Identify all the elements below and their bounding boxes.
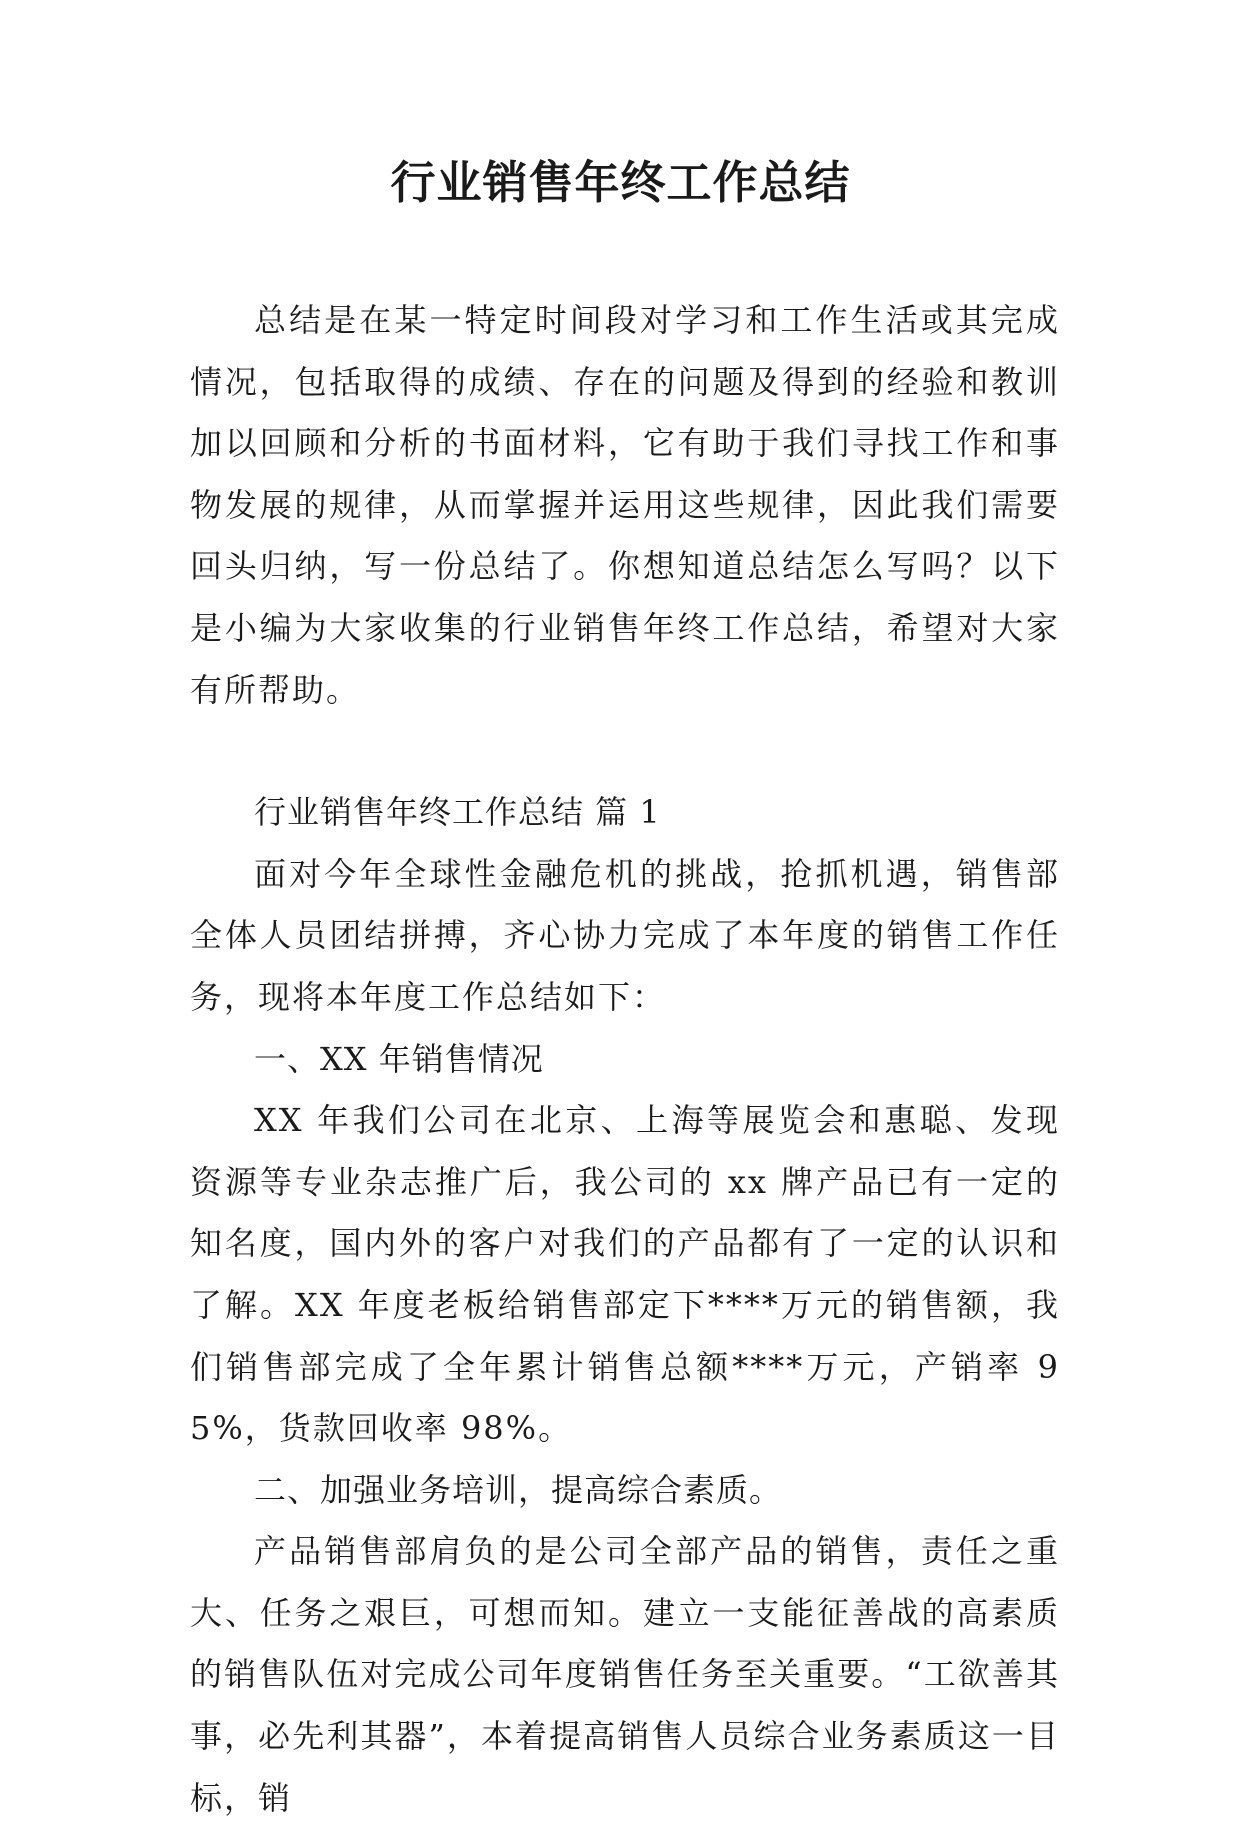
section-heading: 二、加强业务培训，提高综合素质。 [254, 1470, 783, 1509]
body-paragraph: 面对今年全球性金融危机的挑战，抢抓机遇，销售部全体人员团结拼搏，齐心协力完成了本年度的销售工作任务，现将本年度工作总结如下： [190, 854, 1060, 1016]
body-paragraph: XX 年我们公司在北京、上海等展览会和惠聪、发现资源等专业杂志推广后，我公司的 xx 牌产品已有一定的知名度，国内外的客户对我们的产品都有了一定的认识和了解。XX 年度老板给销售部定下****万元的销售额，我们销售部完成了全年累计销售总额****万元，产销率 95%，货款回收率 98%。 [190, 1101, 1060, 1448]
document-body [190, 290, 1060, 1829]
intro-paragraph: 总结是在某一特定时间段对学习和工作生活或其完成情况，包括取得的成绩、存在的问题及得到的经验和教训加以回顾和分析的书面材料，它有助于我们寻找工作和事物发展的规律，从而掌握并运用这些规律，因此我们需要回头归纳，写一份总结了。你想知道总结怎么写吗？以下是小编为大家收集的行业销售年终工作总结，希望对大家有所帮助。 [190, 301, 1060, 709]
body-paragraph: 产品销售部肩负的是公司全部产品的销售，责任之重大、任务之艰巨，可想而知。建立一支能征善战的高素质的销售队伍对完成公司年度销售任务至关重要。“工欲善其事，必先利其器”，本着提高销售人员综合业务素质这一目标，销 [190, 1532, 1060, 1817]
document-title: 行业销售年终工作总结 [390, 156, 851, 209]
part-heading: 行业销售年终工作总结 篇 1 [254, 793, 661, 832]
section-heading: 一、XX 年销售情况 [254, 1039, 544, 1078]
